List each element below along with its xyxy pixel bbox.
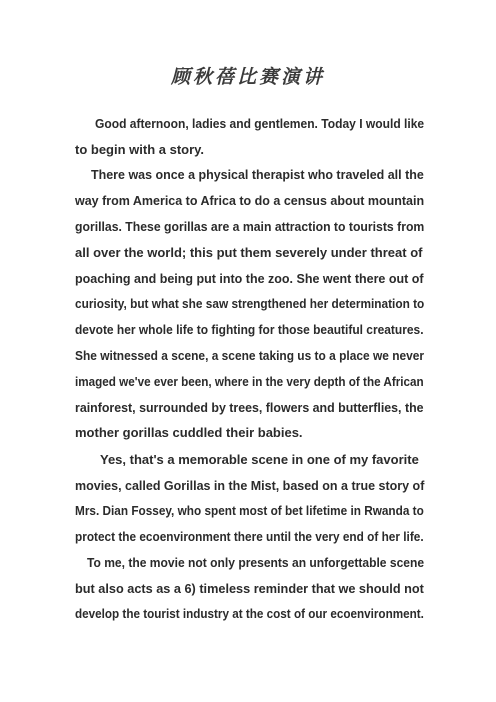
text-line: Mrs. Dian Fossey, who spent most of bet lifetime in Rwanda to bbox=[75, 503, 424, 518]
text-line: protect the ecoenvironment there until the very end of her life. bbox=[75, 529, 424, 544]
text-line: She witnessed a scene, a scene taking us to a place we never bbox=[75, 348, 425, 363]
text-line: movies, called Gorillas in the Mist, based on a true story of bbox=[75, 478, 425, 493]
text-line: curiosity, but what she saw strengthened her determination to bbox=[75, 296, 425, 311]
text-line: poaching and being put into the zoo. She went there out of bbox=[75, 271, 424, 286]
text-line: all over the world; this put them severely under threat of bbox=[75, 245, 423, 260]
document-title: 顾秋蓓比赛演讲 bbox=[170, 66, 325, 88]
text-line: There was once a physical therapist who traveled all the bbox=[91, 167, 424, 182]
text-line: rainforest, surrounded by trees, flowers and butterflies, the bbox=[75, 400, 424, 415]
text-line: devote her whole life to fighting for those beautiful creatures. bbox=[75, 322, 424, 337]
text-line: way from America to Africa to do a census about mountain bbox=[75, 193, 425, 208]
text-line: imaged we've ever been, where in the very depth of the African bbox=[75, 374, 424, 389]
text-line: Good afternoon, ladies and gentlemen. Today I would like bbox=[95, 116, 425, 131]
text-line: To me, the movie not only presents an unforgettable scene bbox=[87, 555, 425, 570]
text-line: gorillas. These gorillas are a main attraction to tourists from bbox=[75, 219, 425, 234]
text-line: but also acts as a 6) timeless reminder that we should not bbox=[75, 581, 424, 596]
text-line: develop the tourist industry at the cost of our ecoenvironment. bbox=[75, 606, 424, 621]
text-line: mother gorillas cuddled their babies. bbox=[75, 425, 303, 440]
text-line: to begin with a story. bbox=[75, 142, 205, 157]
text-line: Yes, that's a memorable scene in one of my favorite bbox=[100, 452, 419, 467]
